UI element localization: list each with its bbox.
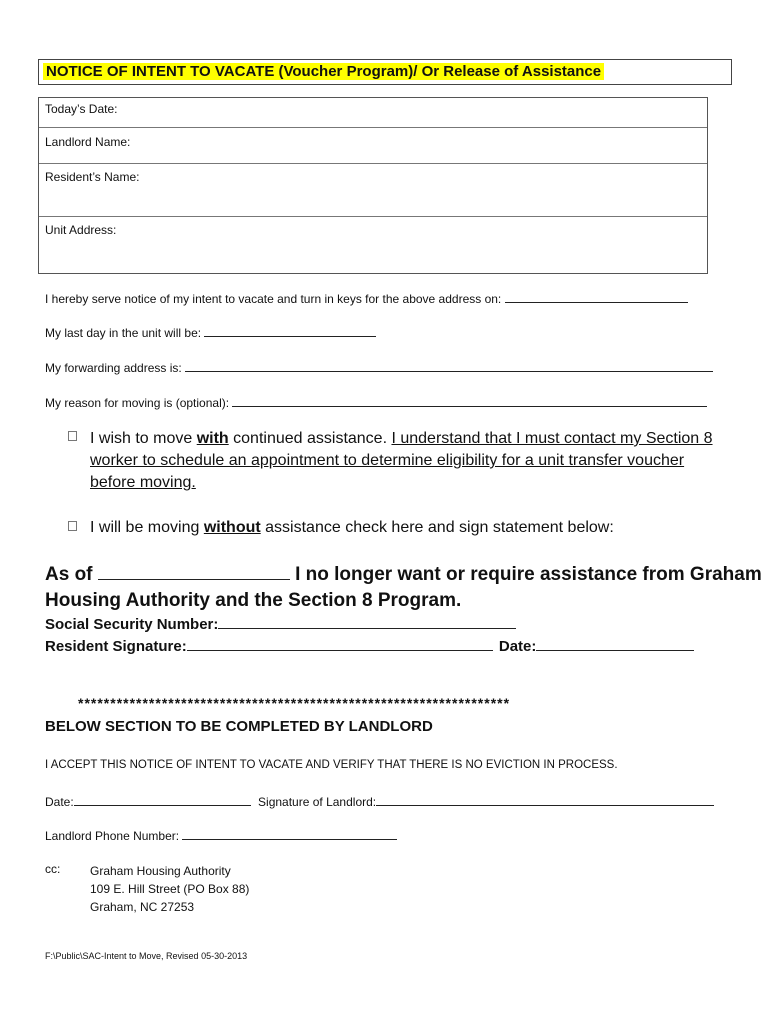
last-day-blank[interactable]: [204, 324, 376, 337]
title-box: [38, 59, 732, 85]
landlord-phone-blank[interactable]: [182, 827, 397, 840]
resident-signature-line: [45, 636, 694, 655]
page-title: NOTICE OF INTENT TO VACATE (Voucher Program)/ Or Release of Assistance: [43, 63, 604, 80]
resident-name-field[interactable]: [39, 164, 707, 217]
without-assistance-checkbox-wrap: [68, 519, 90, 537]
option-without-bold: without: [203, 519, 261, 536]
landlord-date-signature-line: [45, 793, 714, 809]
separator-stars: *******************************************************************: [78, 695, 511, 711]
cc-address: [90, 862, 249, 916]
last-day-line: [45, 324, 376, 340]
resident-signature-blank[interactable]: [187, 636, 493, 651]
landlord-name-field[interactable]: [39, 128, 707, 164]
with-assistance-checkbox[interactable]: [68, 431, 77, 441]
as-of-label: As of: [45, 564, 93, 585]
landlord-signature-blank[interactable]: [376, 793, 714, 806]
forwarding-address-blank[interactable]: [185, 359, 713, 372]
reason-label: My reason for moving is (optional):: [45, 396, 230, 410]
reason-blank[interactable]: [232, 394, 707, 407]
landlord-accept-text: I ACCEPT THIS NOTICE OF INTENT TO VACATE AND VERIFY THAT THERE IS NO EVICTION IN PROCESS.: [45, 759, 618, 771]
forwarding-line: [45, 359, 713, 375]
landlord-phone-line: [45, 827, 397, 843]
todays-date-label: Today’s Date:: [45, 102, 118, 116]
reason-line: [45, 394, 707, 410]
ssn-label: Social Security Number:: [45, 616, 219, 633]
option-with-pre: I wish to move: [90, 430, 197, 447]
landlord-heading: BELOW SECTION TO BE COMPLETED BY LANDLORD: [45, 718, 433, 735]
cc-line-3: Graham, NC 27253: [90, 900, 195, 914]
option-with-underlined: I understand that I must contact my Section 8 worker to schedule an appointment to determine eligibility for a unit transfer voucher before moving.: [90, 430, 713, 491]
landlord-name-label: Landlord Name:: [45, 135, 131, 149]
unit-address-field[interactable]: [39, 217, 707, 273]
release-statement-line1: [45, 562, 762, 588]
option-without-post: assistance check here and sign statement below:: [260, 519, 614, 536]
release-statement-line2: [45, 588, 461, 614]
landlord-phone-label: Landlord Phone Number:: [45, 829, 180, 843]
landlord-date-blank[interactable]: [74, 793, 251, 806]
with-assistance-checkbox-wrap: [68, 429, 90, 447]
landlord-date-label: Date:: [45, 795, 74, 809]
footer-path: F:\Public\SAC-Intent to Move, Revised 05-30-2013: [45, 951, 248, 961]
todays-date-field[interactable]: [39, 98, 707, 128]
cc-line-1: Graham Housing Authority: [90, 864, 231, 878]
release-statement-2: Housing Authority and the Section 8 Program.: [45, 590, 462, 611]
release-statement-1: I no longer want or require assistance from Graham: [295, 564, 762, 585]
forwarding-label: My forwarding address is:: [45, 361, 182, 375]
option-without-pre: I will be moving: [90, 519, 204, 536]
last-day-label: My last day in the unit will be:: [45, 326, 202, 340]
without-assistance-checkbox[interactable]: [68, 521, 77, 531]
ssn-blank[interactable]: [218, 614, 516, 629]
ssn-line: [45, 614, 516, 633]
resident-date-blank[interactable]: [536, 636, 694, 651]
vacate-date-blank[interactable]: [505, 290, 688, 303]
landlord-signature-label: Signature of Landlord:: [258, 795, 377, 809]
resident-name-label: Resident’s Name:: [45, 170, 140, 184]
option-with-assistance: [90, 428, 730, 494]
unit-address-label: Unit Address:: [45, 223, 117, 237]
resident-signature-label: Resident Signature:: [45, 638, 187, 655]
option-without-assistance: [90, 517, 730, 539]
cc-label: cc:: [45, 862, 61, 876]
info-table: [38, 97, 708, 274]
option-with-mid: continued assistance.: [228, 430, 392, 447]
cc-line-2: 109 E. Hill Street (PO Box 88): [90, 882, 250, 896]
as-of-date-blank[interactable]: [98, 563, 290, 580]
resident-date-label: Date:: [498, 638, 537, 655]
option-with-bold: with: [196, 430, 229, 447]
serve-notice-label: I hereby serve notice of my intent to vacate and turn in keys for the above address on:: [45, 292, 502, 306]
serve-notice-line: [45, 290, 688, 306]
